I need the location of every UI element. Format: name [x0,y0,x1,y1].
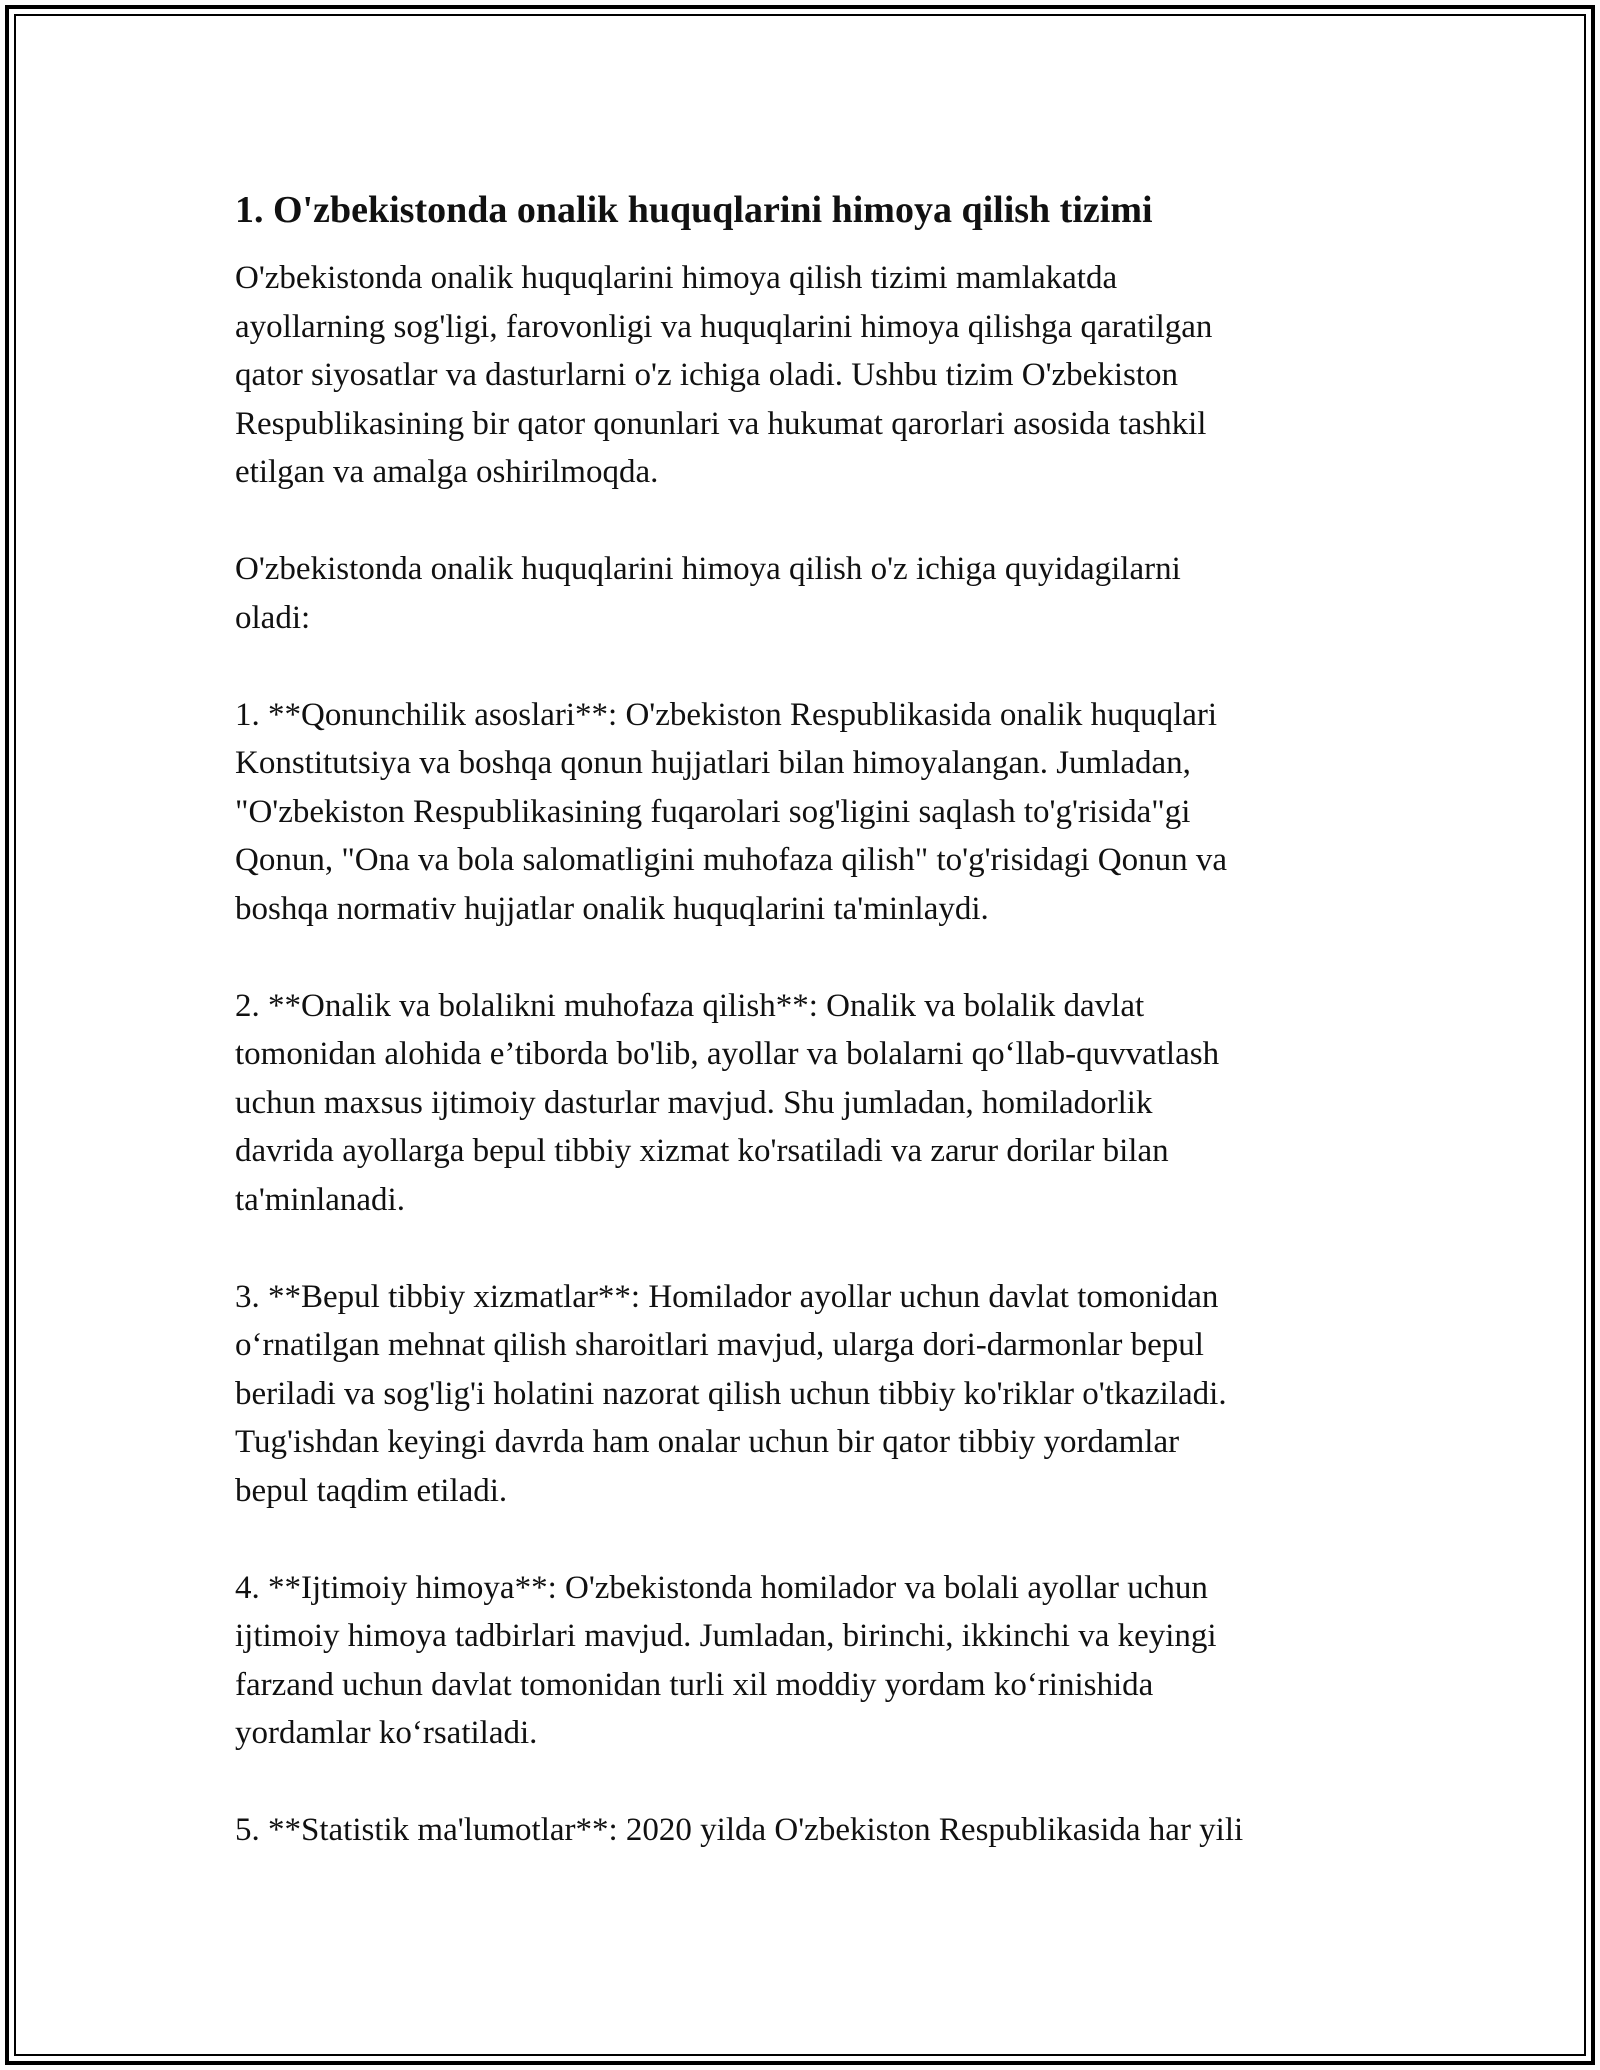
text-line: davrida ayollarga bepul tibbiy xizmat ko'rsatiladi va zarur dorilar bilan [235,1133,1169,1169]
text-line: O'zbekistonda onalik huquqlarini himoya qilish tizimi mamlakatda [235,260,1118,296]
text-line: uchun maxsus ijtimoiy dasturlar mavjud. Shu jumladan, homiladorlik [235,1084,1153,1121]
list-item-legal-basis [235,691,1365,934]
text-line: ijtimoiy himoya tadbirlari mavjud. Jumladan, birinchi, ikkinchi va keyingi [235,1618,1217,1654]
text-line: ta'minlanadi. [235,1181,405,1218]
text-line: Respublikasining bir qator qonunlari va hukumat qarorlari asosida tashkil [235,405,1207,442]
text-line: 2. **Onalik va bolalikni muhofaza qilish**: Onalik va bolalik davlat [235,987,1145,1024]
text-line: tomonidan alohida e’tiborda bo'lib, ayollar va bolalarni qo‘llab-quvvatlash [235,1036,1220,1072]
list-item-free-medical-services [235,1273,1365,1516]
text-line: oladi: [235,599,311,636]
text-line: yordamlar ko‘rsatiladi. [235,1715,538,1751]
document-body [235,186,1365,1855]
text-line: ayollarning sog'ligi, farovonligi va huquqlarini himoya qilishga qaratilgan [235,308,1213,345]
list-intro-paragraph [235,545,1365,642]
list-item-motherhood-protection [235,982,1365,1225]
list-item-statistics [235,1806,1365,1855]
text-line: etilgan va amalga oshirilmoqda. [235,454,659,490]
text-line: Qonun, "Ona va bola salomatligini muhofaza qilish" to'g'risidagi Qonun va [235,842,1227,878]
list-item-social-protection [235,1564,1365,1758]
text-line: 5. **Statistik ma'lumotlar**: 2020 yilda O'zbekiston Respublikasida har yili [235,1812,1244,1848]
text-line: 3. **Bepul tibbiy xizmatlar**: Homilador ayollar uchun davlat tomonidan [235,1278,1219,1315]
document-title: 1. O'zbekistonda onalik huquqlarini himoya qilish tizimi [235,189,1153,231]
text-line: Konstitutsiya va boshqa qonun hujjatlari bilan himoyalangan. Jumladan, [235,745,1191,781]
text-line: bepul taqdim etiladi. [235,1472,508,1509]
text-line: o‘rnatilgan mehnat qilish sharoitlari mavjud, ularga dori-darmonlar bepul [235,1327,1204,1363]
text-line: O'zbekistonda onalik huquqlarini himoya qilish o'z ichiga quyidagilarni [235,551,1181,587]
text-line: 4. **Ijtimoiy himoya**: O'zbekistonda homilador va bolali ayollar uchun [235,1569,1208,1606]
text-line: beriladi va sog'lig'i holatini nazorat qilish uchun tibbiy ko'riklar o'tkaziladi. [235,1375,1227,1412]
text-line: qator siyosatlar va dasturlarni o'z ichiga oladi. Ushbu tizim O'zbekiston [235,357,1178,393]
text-line: Tug'ishdan keyingi davrda ham onalar uchun bir qator tibbiy yordamlar [235,1424,1180,1460]
intro-paragraph [235,254,1365,497]
text-line: farzand uchun davlat tomonidan turli xil moddiy yordam ko‘rinishida [235,1666,1154,1703]
text-line: "O'zbekiston Respublikasining fuqarolari sog'ligini saqlash to'g'risida"gi [235,793,1191,830]
text-line: 1. **Qonunchilik asoslari**: O'zbekiston Respublikasida onalik huquqlari [235,696,1218,733]
text-line: boshqa normativ hujjatlar onalik huquqlarini ta'minlaydi. [235,890,989,927]
